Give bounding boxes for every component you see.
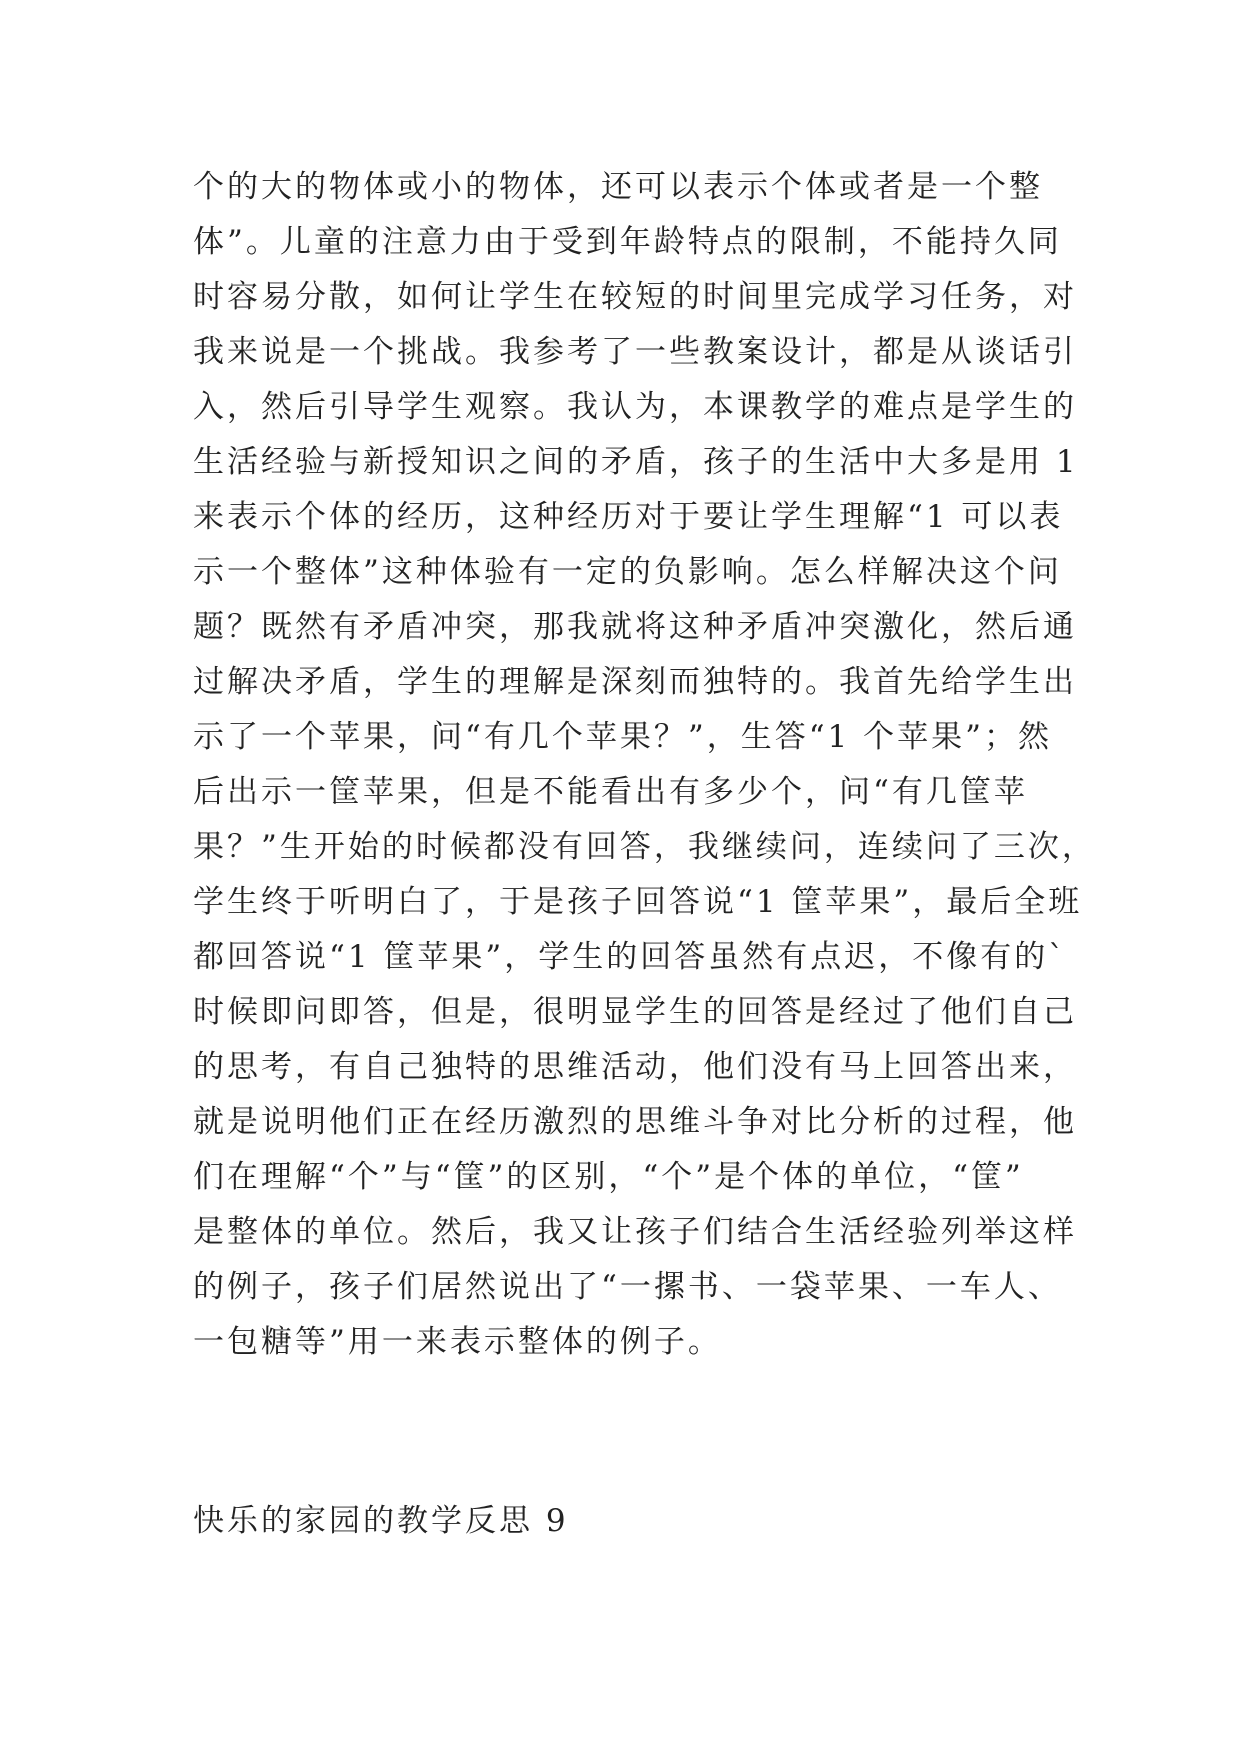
- text-line: 都回答说“1 筐苹果”，学生的回答虽然有点迟，不像有的`: [193, 939, 1067, 975]
- text-line: 们在理解“个”与“筐”的区别，“个”是个体的单位，“筐”: [193, 1159, 1024, 1195]
- text-line: 是整体的单位。然后，我又让孩子们结合生活经验列举这样: [193, 1214, 1077, 1250]
- text-line: 时容易分散，如何让学生在较短的时间里完成学习任务，对: [193, 279, 1077, 315]
- text-line: 题？既然有矛盾冲突，那我就将这种矛盾冲突激化，然后通: [193, 609, 1077, 645]
- text-line: 示一个整体”这种体验有一定的负影响。怎么样解决这个问: [193, 554, 1062, 590]
- text-line: 生活经验与新授知识之间的矛盾，孩子的生活中大多是用 1: [193, 444, 1079, 480]
- text-line: 后出示一筐苹果，但是不能看出有多少个，问“有几筐苹: [193, 774, 1028, 810]
- text-line: 果？”生开始的时候都没有回答，我继续问，连续问了三次，: [193, 829, 1096, 865]
- text-line: 就是说明他们正在经历激烈的思维斗争对比分析的过程，他: [193, 1104, 1077, 1140]
- section-heading: 快乐的家园的教学反思 9: [193, 1503, 569, 1539]
- text-line: 我来说是一个挑战。我参考了一些教案设计，都是从谈话引: [193, 334, 1077, 370]
- text-line: 入，然后引导学生观察。我认为，本课教学的难点是学生的: [193, 389, 1077, 425]
- text-line: 体”。儿童的注意力由于受到年龄特点的限制，不能持久同: [193, 224, 1062, 260]
- text-line: 来表示个体的经历，这种经历对于要让学生理解“1 可以表: [193, 499, 1064, 535]
- text-line: 示了一个苹果，问“有几个苹果？”，生答“1 个苹果”；然: [193, 719, 1052, 755]
- text-line: 时候即问即答，但是，很明显学生的回答是经过了他们自己: [193, 994, 1077, 1030]
- text-line: 的例子，孩子们居然说出了“一摞书、一袋苹果、一车人、: [193, 1269, 1062, 1305]
- text-line: 个的大的物体或小的物体，还可以表示个体或者是一个整: [193, 169, 1043, 205]
- text-line: 一包糖等”用一来表示整体的例子。: [193, 1324, 722, 1360]
- body-paragraph: [193, 160, 1096, 1370]
- text-line: 的思考，有自己独特的思维活动，他们没有马上回答出来，: [193, 1049, 1077, 1085]
- text-line: 过解决矛盾，学生的理解是深刻而独特的。我首先给学生出: [193, 664, 1077, 700]
- text-line: 学生终于听明白了，于是孩子回答说“1 筐苹果”，最后全班: [193, 884, 1083, 920]
